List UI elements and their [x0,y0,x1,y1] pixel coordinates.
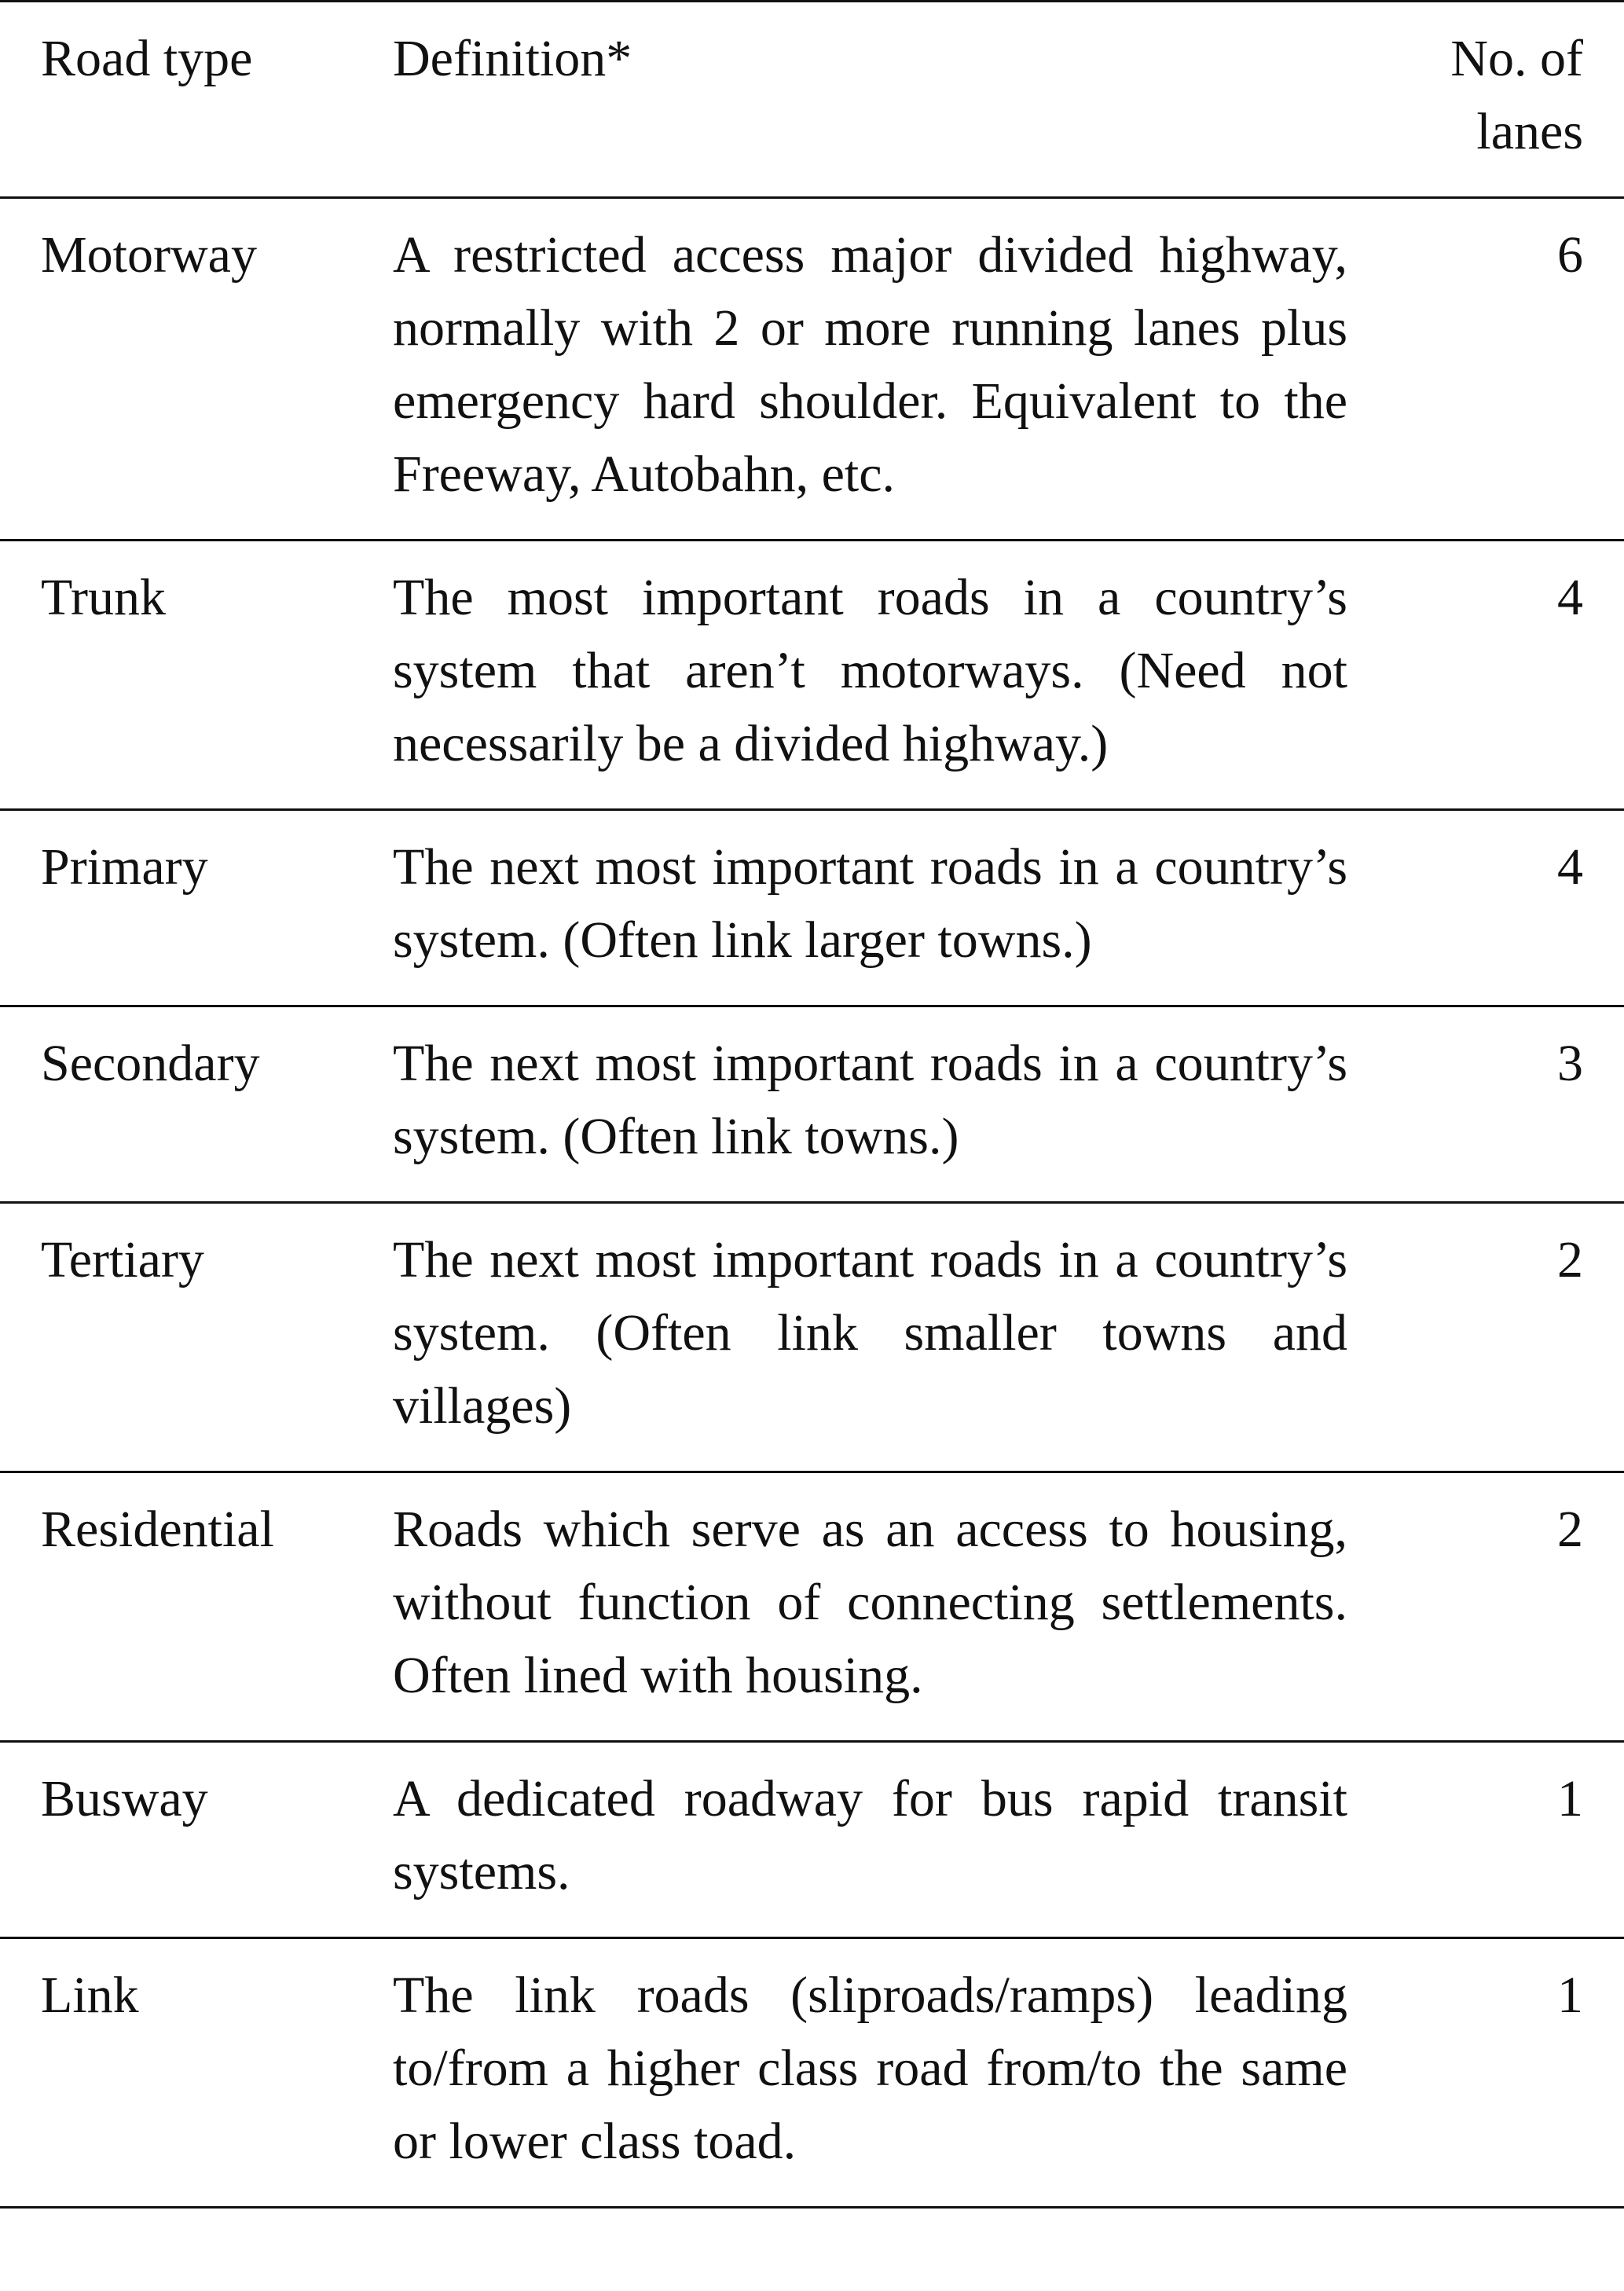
definition-text: The next most important roads in a country’s system. (Often link smaller towns and villages) [393,1231,1347,1435]
lanes-cell: 2 [1557,1501,1583,1558]
definition-cell [393,1938,1367,2208]
table-row [0,1938,1624,2208]
definition-cell [393,1203,1367,1472]
table-header [0,2,1624,198]
lanes-cell: 2 [1557,1231,1583,1288]
header-definition: Definition* [393,30,632,87]
table-row [0,198,1624,541]
definition-text: The next most important roads in a country’s system. (Often link larger towns.) [393,838,1347,969]
definition-text: Roads which serve as an access to housing, without function of connecting settlements. Often lined with housing. [393,1501,1347,1704]
header-road-type: Road type [41,30,253,87]
table-row [0,1006,1624,1203]
definition-text: The link roads (sliproads/ramps) leading to/from a higher class road from/to the same or lower class toad. [393,1967,1347,2170]
table-body [0,198,1624,2208]
header-lanes-line2: lanes [1476,103,1583,160]
header-row [0,2,1624,198]
road-type-cell: Tertiary [41,1231,204,1288]
lanes-cell: 4 [1557,569,1583,626]
road-type-cell: Secondary [41,1035,260,1092]
table-row [0,541,1624,810]
lanes-cell: 4 [1557,838,1583,896]
definition-cell [393,198,1367,541]
definition-text: The next most important roads in a country’s system. (Often link towns.) [393,1035,1347,1165]
definition-cell [393,1472,1367,1742]
table-row [0,1203,1624,1472]
table-row [0,1742,1624,1938]
lanes-cell: 1 [1557,1967,1583,2024]
header-lanes-line1: No. of [1450,30,1583,87]
lanes-cell: 6 [1557,226,1583,284]
road-type-cell: Trunk [41,569,166,626]
header-lanes [1367,2,1624,198]
definition-cell [393,1006,1367,1203]
definition-cell [393,541,1367,810]
road-type-cell: Motorway [41,226,257,284]
table-row [0,810,1624,1006]
definition-cell [393,1742,1367,1938]
road-type-cell: Primary [41,838,208,896]
lanes-cell: 3 [1557,1035,1583,1092]
lanes-cell: 1 [1557,1770,1583,1827]
table-row [0,1472,1624,1742]
road-type-cell: Busway [41,1770,208,1827]
definition-cell [393,810,1367,1006]
road-type-cell: Residential [41,1501,274,1558]
road-type-cell: Link [41,1967,139,2024]
definition-text: A dedicated roadway for bus rapid transit systems. [393,1770,1347,1901]
definition-text: A restricted access major divided highway, normally with 2 or more running lanes plus emergency hard shoulder. Equivalent to the Freeway, Autobahn, etc. [393,226,1347,503]
definition-text: The most important roads in a country’s system that aren’t motorways. (Need not necessarily be a divided highway.) [393,569,1347,772]
